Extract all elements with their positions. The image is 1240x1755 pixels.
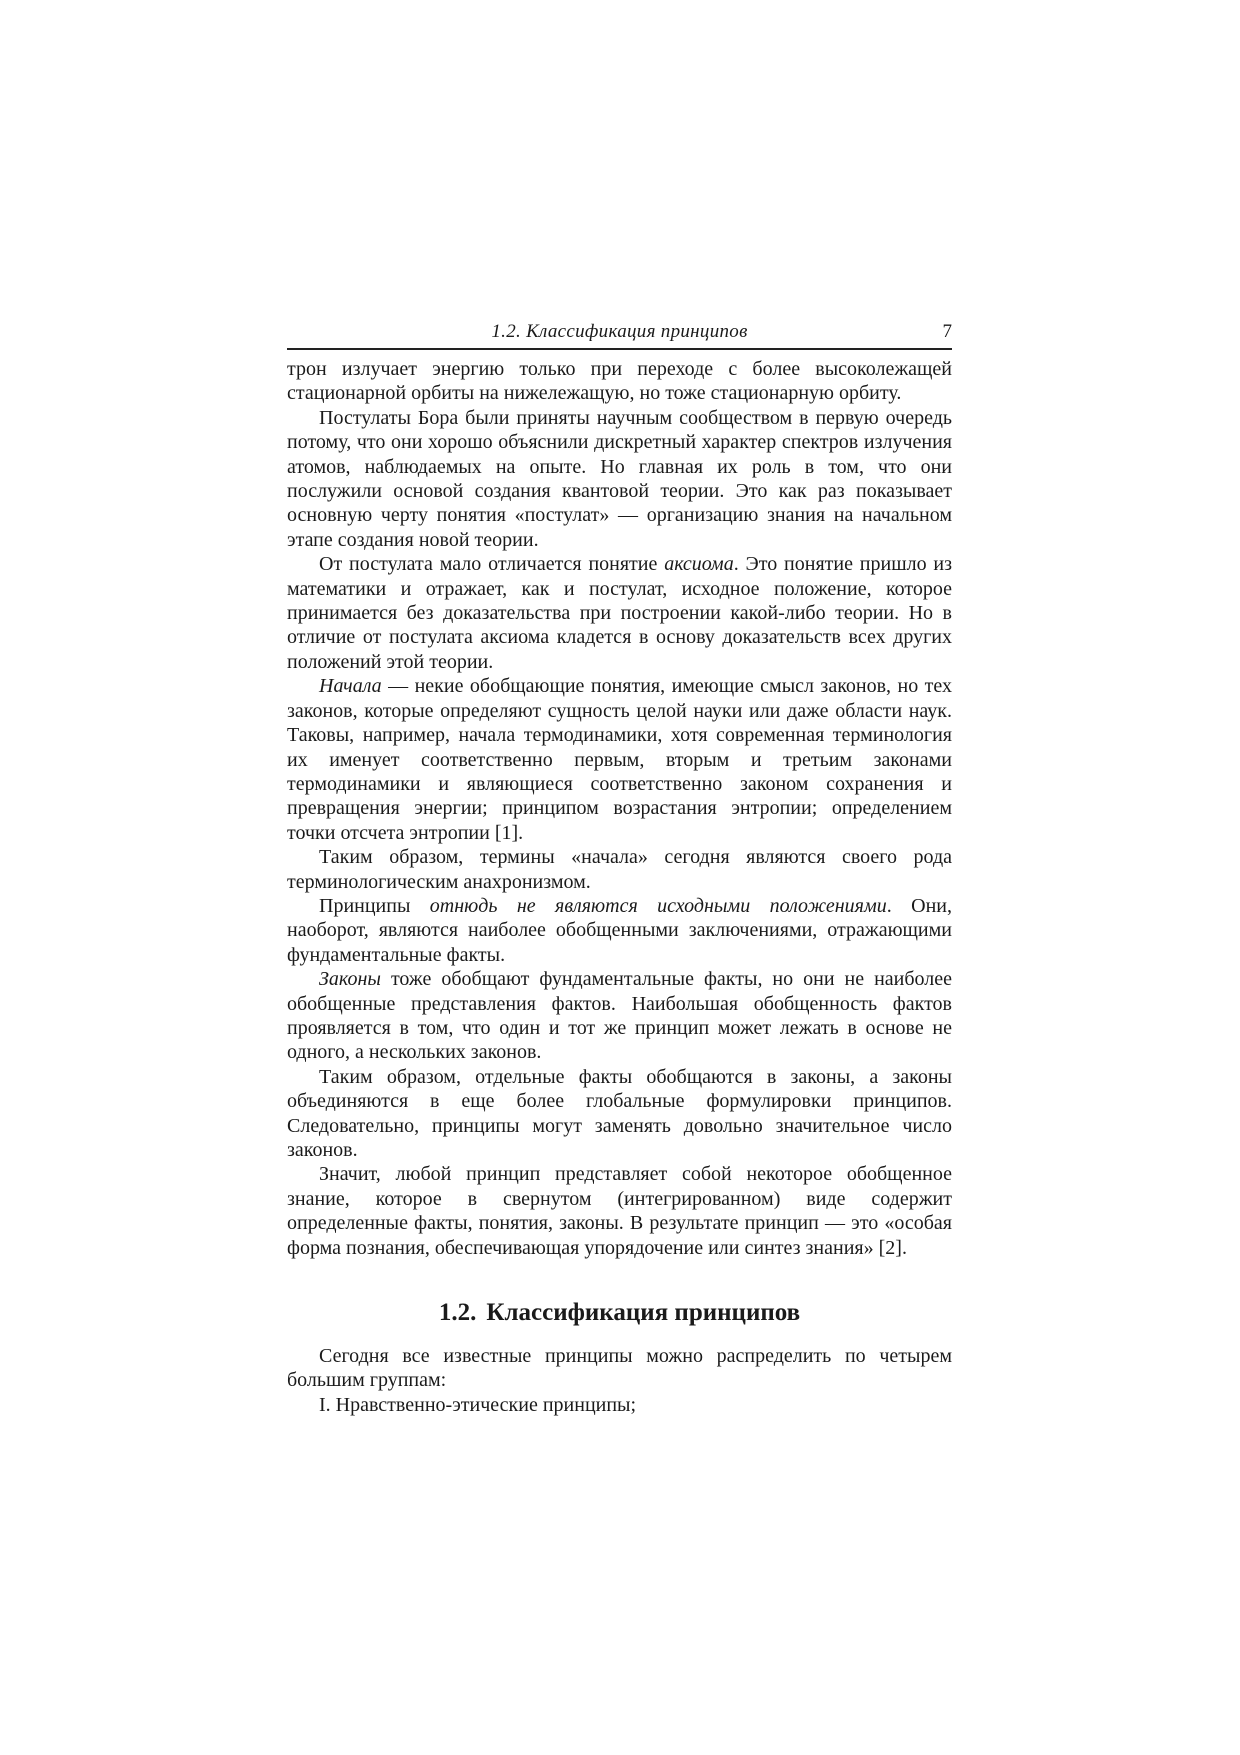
- paragraph: Таким образом, термины «начала» сегодня являются своего рода терминологическим анахронизмом.: [287, 846, 952, 893]
- section-title: Классификация принципов: [486, 1299, 801, 1327]
- emphasized-term: Начала: [319, 675, 382, 698]
- paragraph: Начала — некие обобщающие понятия, имеющие смысл законов, но тех законов, которые определяют сущность целой науки или даже области наук. Таковы, например, начала термодинамики, хотя современная терминология их именует соответственно первым, вторым и третьим законами термодинамики и являющиеся соответственно законом сохранения и превращения энергии; принципом возрастания энтропии; определением точки отсчета энтропии [1].: [287, 675, 952, 844]
- running-header: [287, 318, 952, 350]
- book-page: [287, 318, 952, 1417]
- paragraph: От постулата мало отличается понятие аксиома. Это понятие пришло из математики и отражает, как и постулат, исходное положение, которое принимается без доказательства при построении какой-либо теории. Но в отличие от постулата аксиома кладется в основу доказательств всех других положений этой теории.: [287, 553, 953, 673]
- paragraph: Значит, любой принцип представляет собой некоторое обобщенное знание, которое в свернутом (интегрированном) виде содержит определенные факты, понятия, законы. В результате принцип — это «особая форма познания, обеспечивающая упорядочение или синтез знания» [2].: [287, 1163, 952, 1259]
- paragraph: Законы тоже обобщают фундаментальные факты, но они не наиболее обобщенные представления фактов. Наибольшая обобщенность фактов проявляется в том, что один и тот же принцип может лежать в основе не одного, а нескольких законов.: [287, 968, 952, 1064]
- paragraph: Сегодня все известные принципы можно распределить по четырем большим группам:: [287, 1345, 952, 1392]
- emphasized-term: аксиома: [664, 553, 734, 576]
- paragraph: Принципы отнюдь не являются исходными положениями. Они, наоборот, являются наиболее обобщенными заключениями, отражающими фундаментальные факты.: [287, 894, 952, 966]
- page-number: 7: [942, 321, 952, 342]
- paragraph: Таким образом, отдельные факты обобщаются в законы, а законы объединяются в еще более глобальные формулировки принципов. Следовательно, принципы могут заменять довольно значительное число законов.: [287, 1065, 952, 1161]
- emphasized-term: Законы: [319, 968, 381, 991]
- section-heading: [287, 1298, 952, 1328]
- emphasized-phrase: отнюдь не являются исходными положениями: [429, 894, 887, 917]
- paragraph: трон излучает энергию только при переходе с более высоколежащей стационарной орбиты на нижележащую, но тоже стационарную орбиту.: [287, 358, 952, 405]
- body-text: [287, 357, 952, 1417]
- section-number: 1.2.: [438, 1299, 477, 1327]
- paragraph: Постулаты Бора были приняты научным сообществом в первую очередь потому, что они хорошо объяснили дискретный характер спектров излучения атомов, наблюдаемых на опыте. Но главная их роль в том, что они послужили основой создания квантовой теории. Это как раз показывает основную черту понятия «постулат» — организацию знания на начальном этапе создания новой теории.: [287, 406, 952, 551]
- running-title: 1.2. Классификация принципов: [491, 321, 748, 342]
- list-item: I. Нравственно-этические принципы;: [319, 1393, 637, 1416]
